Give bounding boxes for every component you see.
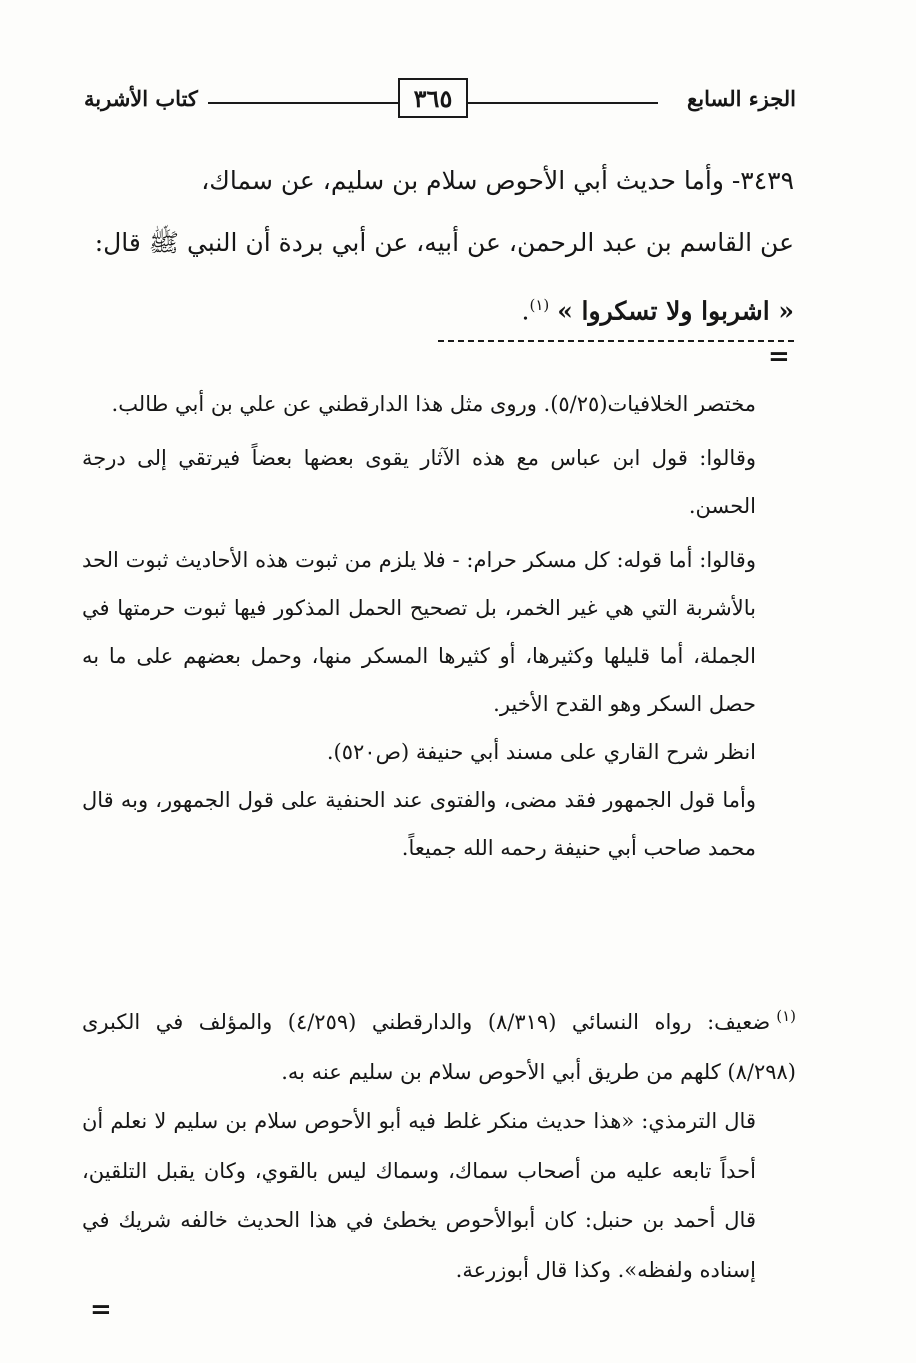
book-title: كتاب الأشربة — [84, 86, 198, 111]
note-paragraph-2: وقالوا: قول ابن عباس مع هذه الآثار يقوى بعضها بعضاً فيرتقي إلى درجة الحسن. — [82, 446, 756, 518]
page-header — [78, 78, 796, 128]
hadith-line-1: ٣٤٣٩- وأما حديث أبي الأحوص سلام بن سليم، عن سماك، — [201, 166, 794, 195]
footnote-text-1: ضعيف: رواه النسائي (٨/٣١٩) والدارقطني (٤/٢٥٩) والمؤلف في الكبرى (٨/٢٩٨) كلهم من طريق أبي الأحوص سلام بن سليم عنه به. — [82, 1010, 796, 1084]
hadith-end: . — [521, 296, 530, 326]
footnote-reference: (١) — [529, 296, 550, 314]
footnote-paragraph-1 — [82, 992, 796, 1097]
note-paragraph-3: وقالوا: أما قوله: كل مسكر حرام: - فلا يلزم من ثبوت هذه الأحاديث ثبوت الحد بالأشربة التي هي غير الخمر، بل تصحيح الحمل المذكور فيها ثبوت حرمتها في الجملة، أما قليلها وكثيرها، أو كثيرها المسكر منها، وحمل بعضهم على ما به حصل السكر وهو القدح الأخير. — [82, 548, 756, 716]
footnote — [82, 992, 796, 1295]
page-number: ٣٦٥ — [398, 78, 468, 118]
header-rule-left — [208, 102, 398, 104]
note-paragraph-1: مختصر الخلافيات(٥/٢٥). وروى مثل هذا الدارقطني عن علي بن أبي طالب. — [111, 392, 756, 416]
note-paragraph-5: وأما قول الجمهور فقد مضى، والفتوى عند الحنفية على قول الجمهور، وبه قال محمد صاحب أبي حنيفة رحمه الله جميعاً. — [82, 788, 756, 860]
footnote-marker: (١) — [776, 1007, 796, 1025]
volume-title: الجزء السابع — [687, 86, 796, 111]
continuation-mark-top: = — [768, 342, 790, 372]
note-paragraph-4: انظر شرح القاري على مسند أبي حنيفة (ص٥٢٠). — [326, 740, 756, 764]
hadith-line-3 — [82, 274, 794, 342]
section-divider — [438, 340, 794, 342]
header-rule-right — [468, 102, 658, 104]
hadith-text — [82, 150, 794, 342]
hadith-quote: « اشربوا ولا تسكروا » — [557, 296, 794, 326]
continued-notes — [82, 380, 756, 872]
hadith-line-2: عن القاسم بن عبد الرحمن، عن أبيه، عن أبي بردة أن النبي ﷺ قال: — [94, 228, 794, 257]
footnote-paragraph-2: قال الترمذي: «هذا حديث منكر غلط فيه أبو الأحوص سلام بن سليم لا نعلم أن أحداً تابعه عليه من أصحاب سماك، وسماك ليس بالقوي، وكان يقبل التلقين، قال أحمد بن حنبل: كان أبوالأحوص يخطئ في هذا الحديث خالفه شريك في إسناده ولفظه». وكذا قال أبوزرعة. — [82, 1109, 756, 1282]
continuation-mark-bottom: = — [90, 1295, 112, 1325]
